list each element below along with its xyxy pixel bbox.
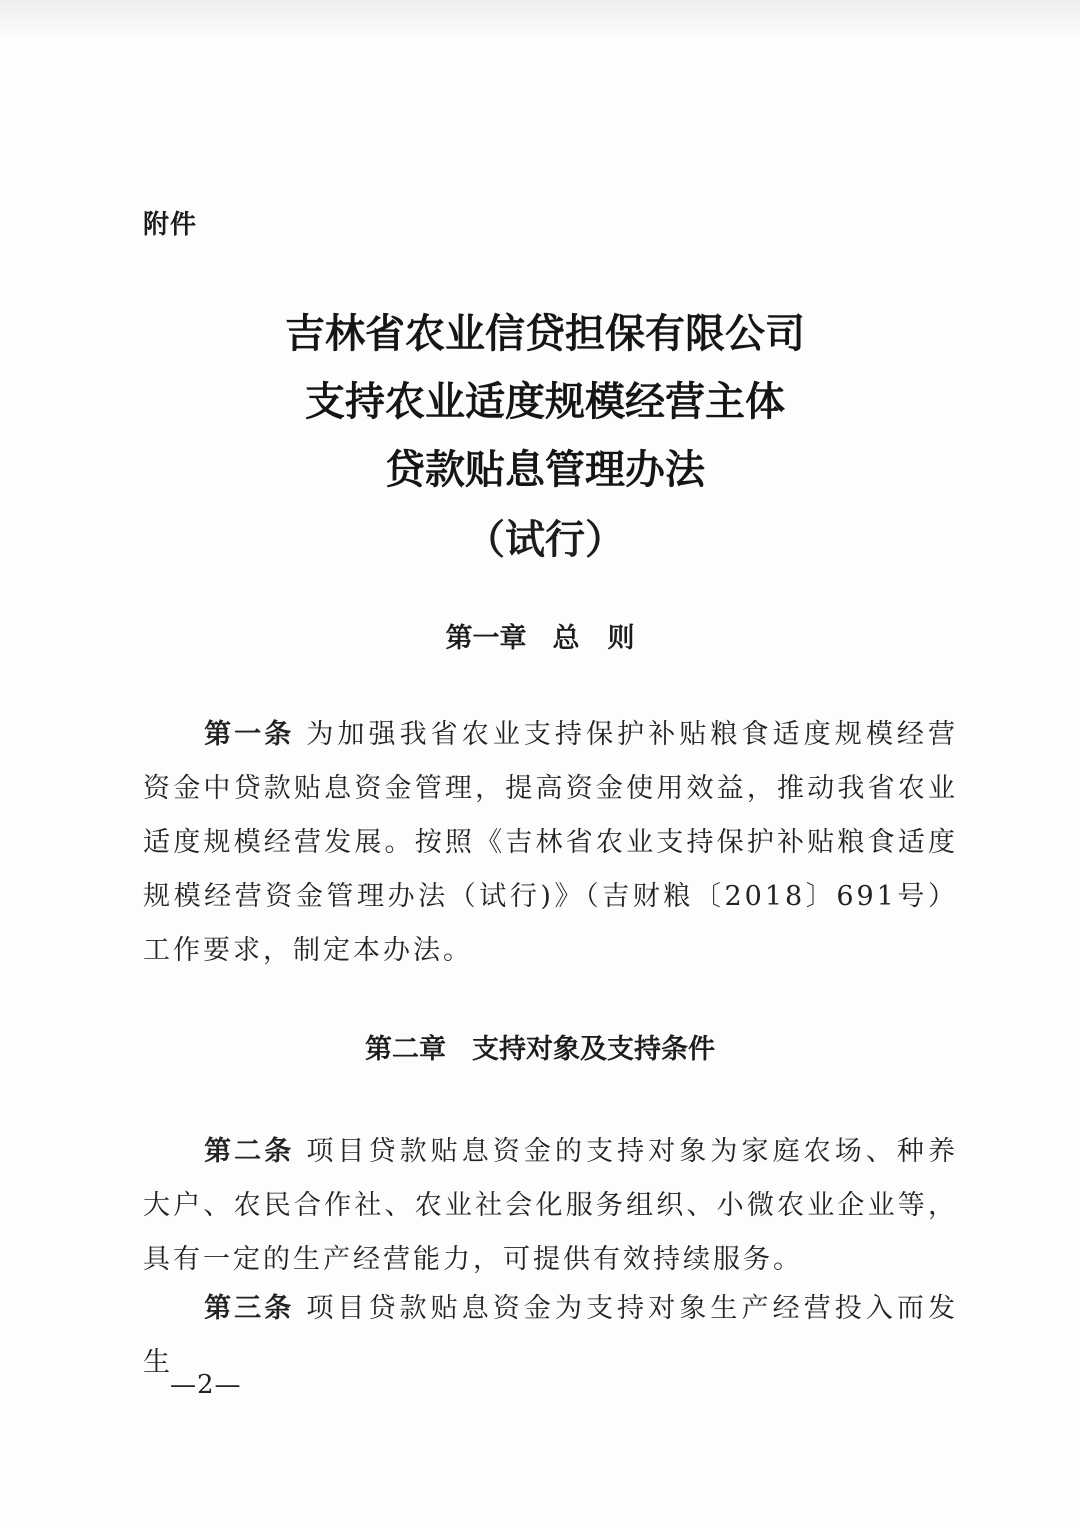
article-2-number: 第二条: [203, 1136, 295, 1167]
article-3: [143, 1282, 958, 1390]
document-title: [0, 300, 1080, 574]
chapter-1-name-part2: 则: [607, 623, 635, 654]
article-1: [143, 708, 958, 978]
article-2-text: 项目贷款贴息资金的支持对象为家庭农场、种养大户、农民合作社、农业社会化服务组织、小微农业企业等，具有一定的生产经营能力，可提供有效持续服务。: [143, 1136, 959, 1275]
scan-edge-shading: [0, 0, 1080, 40]
article-3-number: 第三条: [203, 1293, 295, 1324]
chapter-2-name: 支持对象及支持条件: [472, 1034, 715, 1065]
title-line-2: 支持农业适度规模经营主体: [305, 378, 785, 425]
chapter-1-number: 第一章: [445, 623, 527, 654]
title-trial-note: （试行）: [465, 516, 625, 563]
article-2: [143, 1125, 958, 1287]
chapter-2-number: 第二章: [365, 1034, 446, 1065]
title-line-3: 贷款贴息管理办法: [385, 446, 705, 493]
page-number: —2—: [170, 1370, 242, 1400]
chapter-2-heading: [0, 1027, 1080, 1066]
article-1-number: 第一条: [203, 719, 295, 750]
attachment-label: 附件: [143, 210, 198, 240]
chapter-1-name-part1: 总: [552, 623, 580, 654]
article-3-text: 项目贷款贴息资金为支持对象生产经营投入而发生: [143, 1293, 959, 1378]
title-line-1: 吉林省农业信贷担保有限公司: [285, 310, 805, 357]
chapter-1-heading: [0, 616, 1080, 655]
article-1-text: 为加强我省农业支持保护补贴粮食适度规模经营资金中贷款贴息资金管理，提高资金使用效益，推动我省农业适度规模经营发展。按照《吉林省农业支持保护补贴粮食适度规模经营资金管理办法（试行)》（吉财粮〔2018〕691号）工作要求，制定本办法。: [143, 719, 959, 966]
